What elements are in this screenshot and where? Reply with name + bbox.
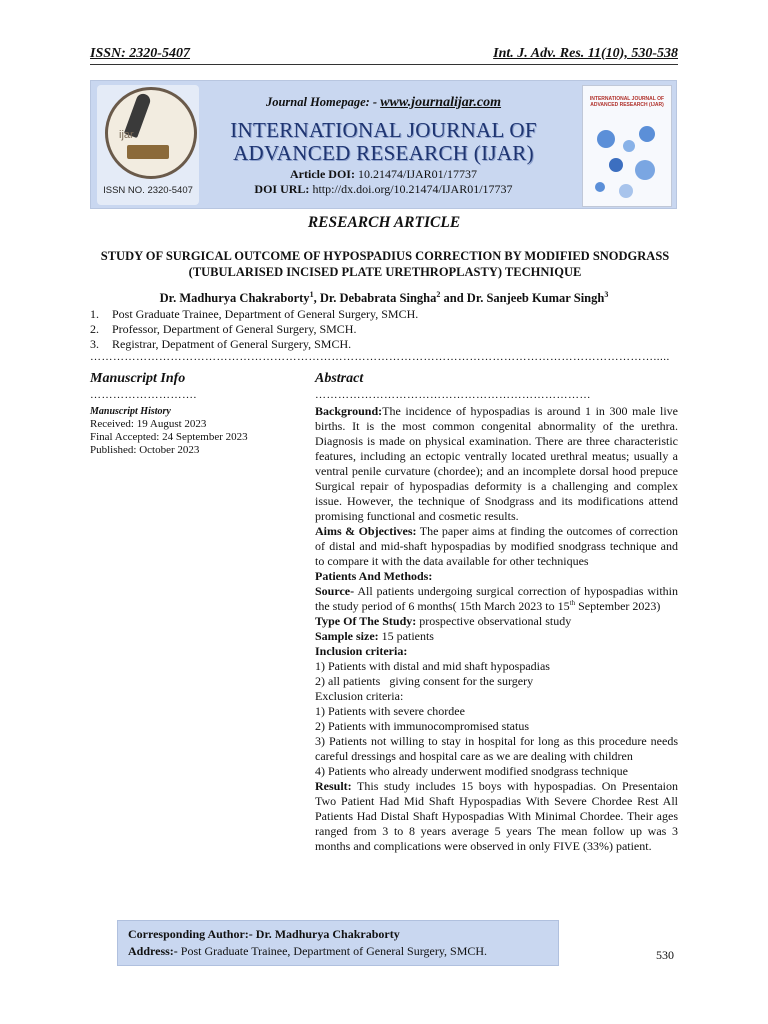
affiliation-text: Registrar, Depatment of General Surgery, SMCH. [112, 337, 352, 351]
journal-title-line1: INTERNATIONAL JOURNAL OF [230, 118, 537, 142]
article-title-line1: STUDY OF SURGICAL OUTCOME OF HYPOSPADIUS CORRECTION BY MODIFIED SNODGRASS [100, 249, 670, 263]
manuscript-history-label: Manuscript History [90, 406, 171, 417]
corresponding-author [128, 927, 400, 942]
article-title [80, 248, 690, 280]
doi-url-label: DOI URL: [254, 182, 310, 196]
doi-url-link[interactable]: http://dx.doi.org/10.21474/IJAR01/17737 [312, 182, 513, 196]
exclusion-item: 2) Patients with immunocompromised status [315, 719, 529, 733]
article-title-line2: (TUBULARISED INCISED PLATE URETHROPLASTY) TECHNIQUE [188, 265, 582, 279]
author-name: Dr. Debabrata Singha [319, 291, 437, 306]
background-text: The incidence of hypospadias is around 1 in 300 male live births. It is the most common congenital abnormality of the urethra. Diagnosis is made on physical examination. There are three characteristic features, including an ectopic ventrally located urethral meatus; usually a ventral penile curvature (chordee); and an incomplete dorsal hood prepuce Surgical repair of hypospadias deformity is a challenging and complex issue. However, the technique of Snodgrass and its modifications attend promising functional and cosmetic results. [315, 404, 678, 523]
abstract-aims [315, 524, 678, 569]
molecule-icon [635, 160, 655, 180]
abstract-body [315, 404, 678, 854]
result-label: Result: [315, 779, 352, 793]
cover-title: INTERNATIONAL JOURNAL OF ADVANCED RESEARCH (IJAR) [589, 96, 665, 108]
journal-cover-image [582, 85, 672, 207]
molecule-icon [597, 130, 615, 148]
published-date: Published: October 2023 [90, 444, 200, 456]
molecule-icon [639, 126, 655, 142]
article-type: RESEARCH ARTICLE [307, 214, 461, 231]
doi-value: 10.21474/IJAR01/17737 [357, 167, 477, 181]
section-divider: …………………………………………………………………………………………………………………………………..... [90, 351, 670, 363]
journal-title-line2: ADVANCED RESEARCH (IJAR) [233, 141, 534, 165]
issn-header: ISSN: 2320-5407 [90, 46, 190, 61]
author-name: Dr. Sanjeeb Kumar Singh [466, 291, 605, 306]
author-sep: and [440, 291, 467, 306]
aims-text: The paper aims at finding the outcomes of correction of distal and mid-shaft hypospadias by modified snodgrass technique and to compare it with the data available for other techniques [315, 524, 678, 568]
result-text: This study includes 15 boys with hypospadias. On Presentaion Two Patient Had Mid Shaft Hypospadias With Severe Chordee Rest All Patients Had Distal Shaft Hypospadias With Minimal Chordee. Their ages ranged from 3 to 8 years average 5 years The mean follow up was 3 months and complications were observed in only FIVE (33%) patient. [315, 779, 678, 853]
author-sup: 3 [604, 290, 609, 299]
source-sup: th [569, 599, 576, 607]
address-label: Address:- [128, 944, 178, 958]
molecule-icon [609, 158, 623, 172]
corr-label: Corresponding Author:- [128, 927, 256, 941]
methods-label: Patients And Methods: [315, 569, 433, 583]
study-type-text: prospective observational study [416, 614, 572, 628]
affiliation-item [90, 322, 356, 337]
address-text: Post Graduate Trainee, Department of General Surgery, SMCH. [177, 944, 488, 958]
corr-name: Dr. Madhurya Chakraborty [255, 927, 400, 941]
abstract-heading: Abstract [315, 371, 364, 386]
molecule-icon [595, 182, 605, 192]
aims-label: Aims & Objectives: [315, 524, 417, 538]
logo-issn: ISSN NO. 2320-5407 [103, 185, 193, 196]
affiliation-number: 2. [90, 322, 99, 336]
abstract-background [315, 404, 678, 524]
accepted-date: Final Accepted: 24 September 2023 [90, 431, 248, 443]
author-name: Dr. Madhurya Chakraborty [159, 291, 310, 306]
received-date: Received: 19 August 2023 [90, 418, 207, 430]
abstract-result [315, 779, 678, 854]
author-sup: 1 [309, 290, 314, 299]
header-rule [90, 64, 678, 65]
exclusion-label: Exclusion criteria: [315, 689, 404, 703]
citation-header: Int. J. Adv. Res. 11(10), 530-538 [493, 46, 678, 61]
inclusion-label: Inclusion criteria: [315, 644, 408, 658]
corresponding-author-box [117, 920, 559, 966]
exclusion-item: 4) Patients who already underwent modified snodgrass technique [315, 764, 628, 778]
corresponding-address [128, 944, 487, 959]
page-number: 530 [656, 948, 674, 962]
abstract-source [315, 584, 678, 614]
background-label: Background: [315, 404, 383, 418]
homepage-prefix: Journal Homepage: - [265, 95, 381, 109]
inclusion-item: 1) Patients with distal and mid shaft hypospadias [315, 659, 550, 673]
affiliation-item [90, 307, 418, 322]
journal-banner [90, 80, 677, 209]
abstract-study-type [315, 614, 678, 629]
affiliation-number: 1. [90, 307, 99, 321]
homepage-link[interactable]: www.journalijar.com [380, 95, 502, 110]
author-sup: 2 [436, 290, 441, 299]
sample-label: Sample size: [315, 629, 379, 643]
author-list [0, 290, 768, 306]
abstract-sample [315, 629, 678, 644]
manuscript-info-heading: Manuscript Info [90, 371, 186, 386]
affiliation-text: Post Graduate Trainee, Department of General Surgery, SMCH. [112, 307, 419, 321]
sample-text: 15 patients [378, 629, 434, 643]
molecule-icon [623, 140, 635, 152]
author-sep: , [313, 291, 320, 306]
study-type-label: Type Of The Study: [315, 614, 417, 628]
doi-label: Article DOI: [290, 167, 355, 181]
logo-text: ijar [119, 129, 134, 141]
affiliation-number: 3. [90, 337, 99, 351]
exclusion-item: 1) Patients with severe chordee [315, 704, 465, 718]
source-text: All patients undergoing surgical correction of hypospadias within the study period of 6 months( 15th March 2023 to 15 [315, 584, 678, 613]
source-text-end: September 2023) [575, 599, 661, 613]
abstract-divider: ……………………………………………………………… [315, 389, 591, 401]
source-label: Source- [315, 584, 355, 598]
affiliation-text: Professor, Department of General Surgery, SMCH. [112, 322, 357, 336]
molecule-icon [619, 184, 633, 198]
manuscript-divider: ………………………. [90, 389, 197, 401]
inclusion-item: 2) all patients giving consent for the surgery [315, 674, 534, 688]
affiliation-item [90, 337, 351, 352]
exclusion-item: 3) Patients not willing to stay in hospital for long as this procedure needs careful dressings and hospital care as we are dealing with children [315, 734, 678, 763]
